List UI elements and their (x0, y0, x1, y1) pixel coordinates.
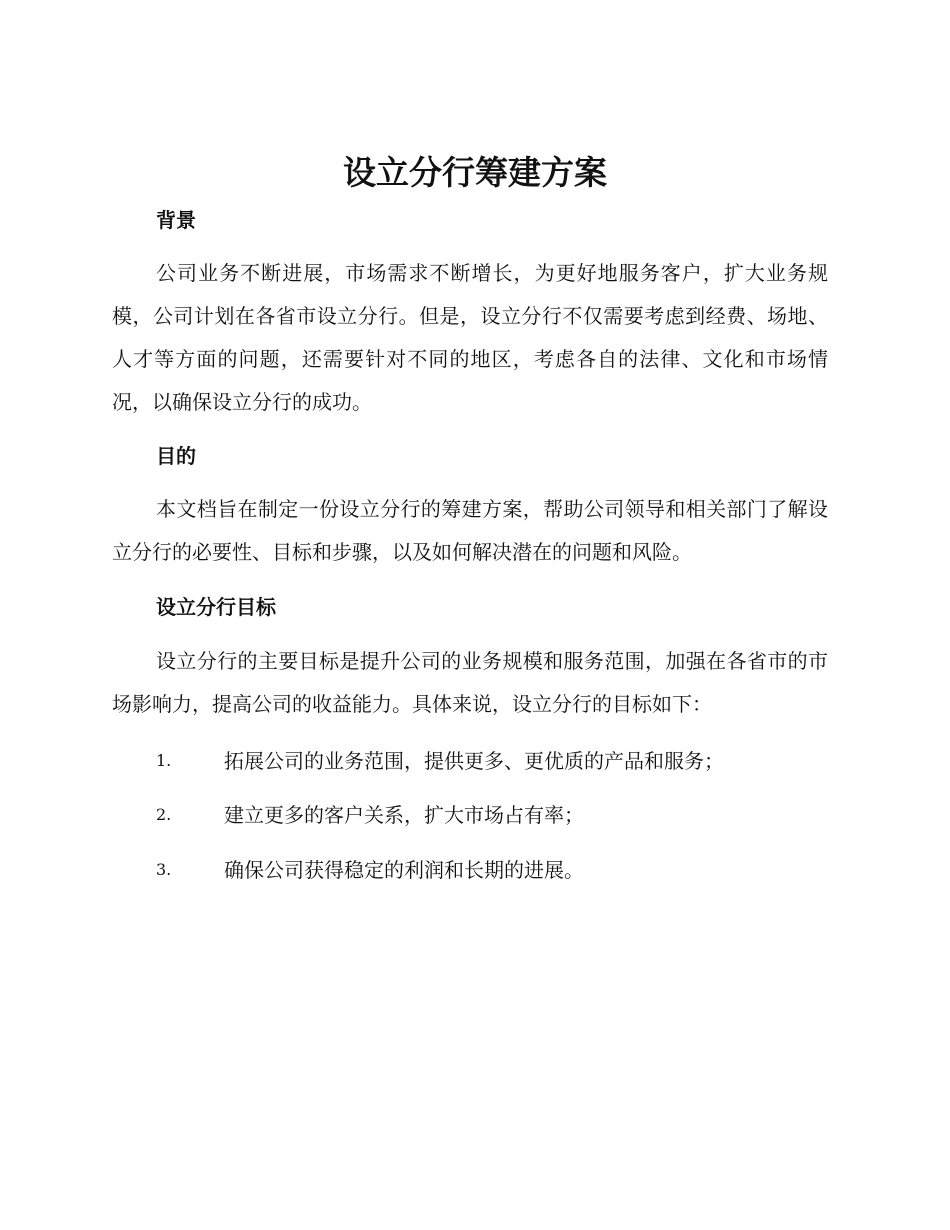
list-item-number: 3. (156, 860, 172, 879)
section-heading-background: 背景 (156, 208, 196, 232)
list-item-text: 建立更多的客户关系，扩大市场占有率； (224, 803, 584, 827)
list-item-text: 确保公司获得稳定的利润和长期的进展。 (224, 858, 584, 882)
section-paragraph-background: 公司业务不断进展，市场需求不断增长，为更好地服务客户，扩大业务规模，公司计划在各省市设立分行。但是，设立分行不仅需要考虑到经费、场地、人才等方面的问题，还需要针对不同的地区，考虑各自的法律、文化和市场情况，以确保设立分行的成功。 (112, 261, 828, 414)
section-paragraph-purpose: 本文档旨在制定一份设立分行的筹建方案，帮助公司领导和相关部门了解设立分行的必要性、目标和步骤，以及如何解决潜在的问题和风险。 (112, 497, 828, 564)
section-paragraph-branch-goals: 设立分行的主要目标是提升公司的业务规模和服务范围，加强在各省市的市场影响力，提高公司的收益能力。具体来说，设立分行的目标如下： (112, 649, 828, 716)
section-heading-purpose: 目的 (156, 444, 196, 468)
list-item (156, 746, 836, 776)
list-item-text: 拓展公司的业务范围，提供更多、更优质的产品和服务； (224, 749, 724, 773)
section-heading-branch-goals: 设立分行目标 (156, 595, 276, 619)
list-item-number: 2. (156, 805, 172, 824)
document-title: 设立分行筹建方案 (343, 153, 607, 192)
list-item-number: 1. (156, 751, 172, 770)
list-item (156, 800, 836, 830)
list-item (156, 855, 836, 885)
